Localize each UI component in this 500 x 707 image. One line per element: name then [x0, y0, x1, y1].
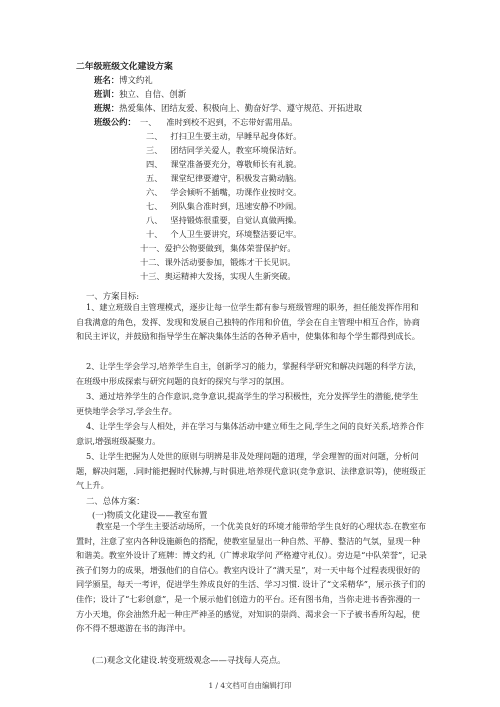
- class-name-value: 博文约礼: [119, 75, 153, 85]
- convention-item: 八、 坚持锻炼很重要，自觉认真做两操。: [146, 215, 302, 225]
- page-footer: 1 / 4文档可自由编辑打印: [208, 681, 292, 690]
- class-motto-label: 班训：: [94, 89, 120, 99]
- goal-paragraph: 3、通过培养学生的合作意识,竞争意识,提高学生的学习积极性，充分发挥学生的潜能,使学生更快地学会学习,学会生存。: [76, 391, 419, 416]
- convention-item: 七、 列队集合准时到，迅速安静不吵闹。: [146, 201, 302, 211]
- goal-paragraph: 2、让学生学会学习,培养学生自主，创新学习的能力，掌握科学研究和解决问题的科学方法，在班级中形成探索与研究问题的良好的探究与学习的氛围。: [76, 361, 422, 386]
- material-culture-paragraph: 教室是一个学生主要活动场所，一个优美良好的环境才能带给学生良好的心理状态.在教室布置时，注意了室内各种设施颜色的搭配，使教室显显出一种自然、平静、整洁的气氛，显现一种和谐美。教室外设计了班牌：博文约礼（广博求取学问 严格遵守礼仪）。旁边是“中队荣誉”，记录孩子们努力的成果，增强他们的自信心。教室内设计了“满天星”，对一天中每个过程表现很好的同学颁星，每天一考评，促进学生养成良好的生活、学习习惯. 设计了“文采精华”，展示孩子们的佳作；设计了“七彩创意”，是一个展示他们创造力的平台。还有图书角，当你走进书香弥漫的一方小天地，你会油然升起一种庄严神圣的感觉，对知识的崇尚、渴求会一下子被书香所勾起，使你不得不想遨游在书的海洋中。: [76, 521, 427, 634]
- class-name-label: 班名：: [94, 75, 120, 85]
- class-style-line: [94, 103, 362, 113]
- convention-item: 十、 个人卫生要讲究，环境整洁要记牢。: [146, 229, 302, 239]
- convention-item: 十一、爱护公物要做到，集体荣誉保护好。: [140, 243, 296, 253]
- subsection-heading-concept: (二)观念文化建设.转变班级观念——寻找每人亮点。: [92, 655, 286, 665]
- section-heading-goals: 一、方案目标:: [86, 291, 140, 301]
- class-name-line: [94, 75, 153, 85]
- convention-item: 二、 打扫卫生要主动，早睡早起身体好。: [146, 131, 302, 141]
- class-motto-value: 独立、自信、创新: [119, 89, 187, 99]
- doc-title: 二年级班级文化建设方案: [76, 62, 173, 72]
- class-style-value: 热爱集体、团结友爱、积极向上、勤奋好学、遵守规范、开拓进取: [119, 103, 362, 113]
- goal-paragraph: 4、让学生学会与人相处，并在学习与集体活动中建立师生之间,学生之间的良好关系,培养合作意识,增强班级凝聚力。: [76, 421, 424, 446]
- convention-item: 十三、奥运精神大发扬，实现人生新突破。: [140, 271, 296, 281]
- convention-item: 三、 团结同学关爱人，教室环境保洁好。: [146, 145, 302, 155]
- convention-item: 六、 学会倾听不插嘴，功课作业按时交。: [146, 187, 302, 197]
- class-style-label: 班规：: [94, 103, 120, 113]
- goal-paragraph: 1、建立班级自主管理模式，逐步让每一位学生都有参与班级管理的职务，担任能发挥作用和自我满意的角色，发挥、发现和发展自己独特的作用和价值，学会在自主管理中相互合作，协商和民主评议，并鼓励和指导学生在解决集体生活的各种矛盾中，使集体和每个学生都得到成长。: [76, 302, 420, 342]
- class-motto-line: [94, 89, 186, 99]
- subsection-heading-material: (一)物质文化建设——教室布置: [92, 510, 208, 520]
- goal-paragraph: 5、让学生把握为人处世的原则与明辨是非及处理问题的道理，学会理智的面对问题，分析问题，解决问题，.同时能把握时代脉搏,与时俱进,培养现代意识(竞争意识、法律意识等)，使班级正气上升。: [76, 451, 426, 491]
- convention-item: 十二、课外活动要参加，锻炼才干长见识。: [140, 257, 296, 267]
- convention-item: 五、 课堂纪律要遵守，积极发言勤动脑。: [146, 173, 302, 183]
- convention-item: 四、 课堂准备要充分，尊敬师长有礼貌。: [146, 159, 302, 169]
- convention-item: 一、 准时到校不迟到，不忘带好需用品。: [140, 117, 298, 127]
- convention-label: 班级公约：: [94, 117, 136, 127]
- section-heading-plan: 二、总体方案：: [86, 496, 145, 506]
